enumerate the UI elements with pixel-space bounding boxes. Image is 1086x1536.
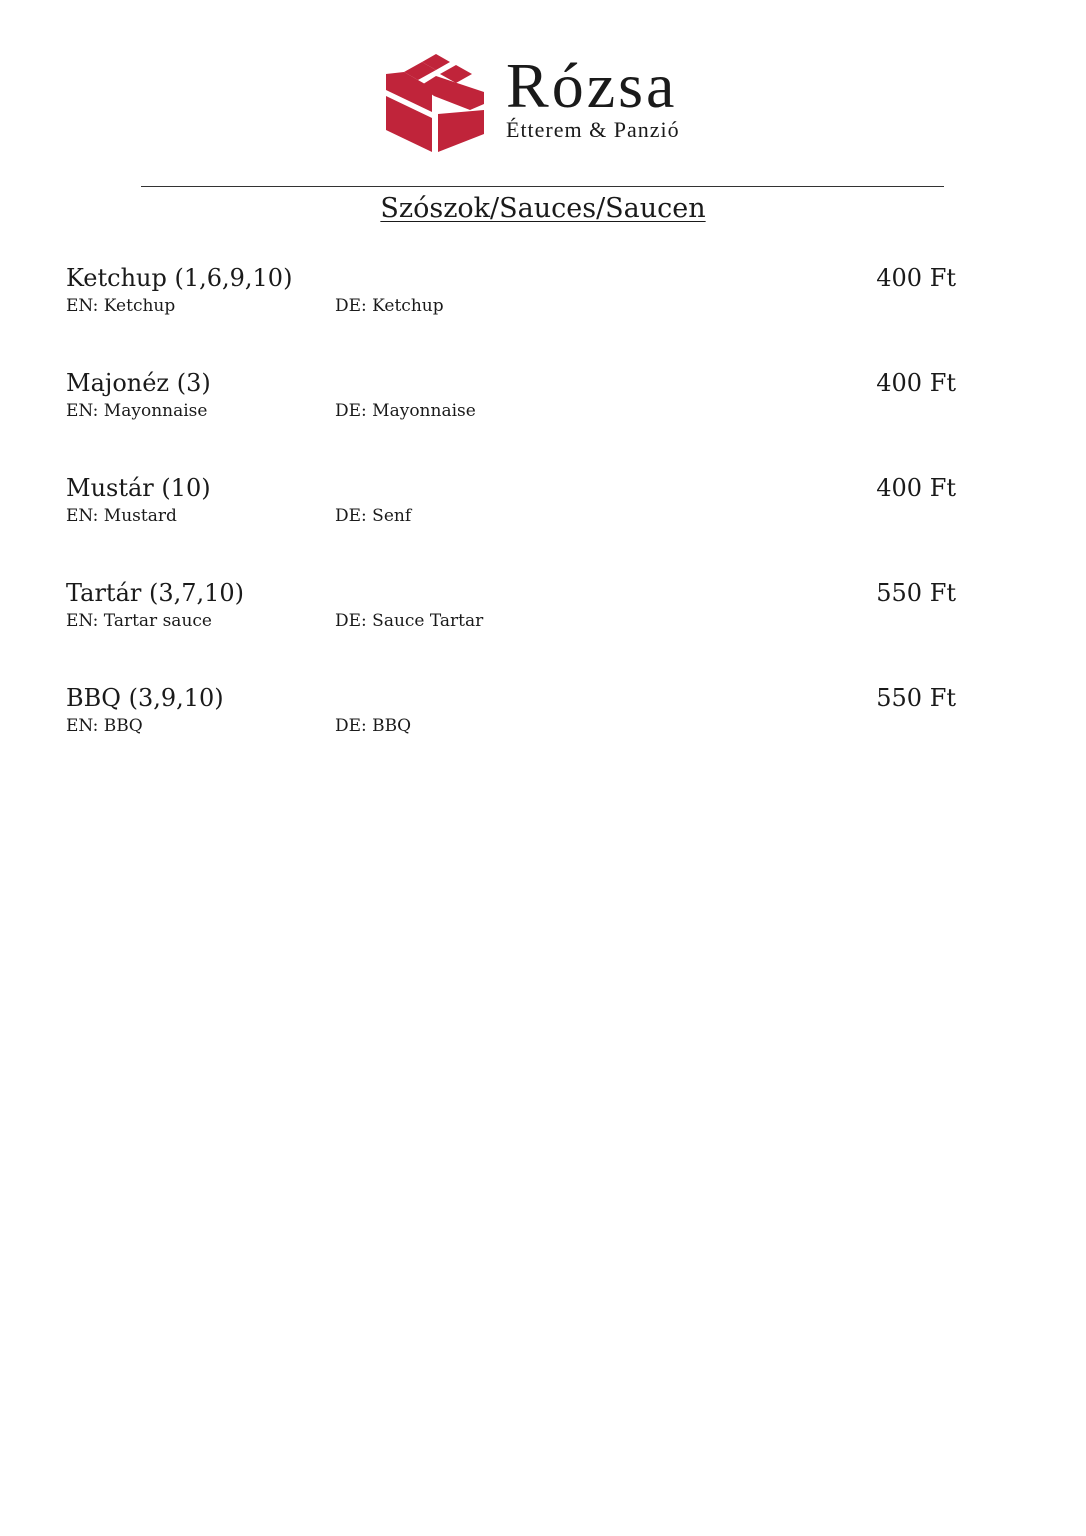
item-english-name: EN: Ketchup	[66, 296, 176, 316]
menu-item-list	[66, 262, 956, 787]
section-title-text: Szószok/Sauces/Saucen	[380, 193, 706, 224]
item-english-name: EN: Tartar sauce	[66, 611, 212, 631]
item-english-name: EN: Mustard	[66, 506, 177, 526]
item-price: 400 Ft	[876, 474, 956, 502]
item-english-name: EN: Mayonnaise	[66, 401, 208, 421]
brand-name: Rózsa	[506, 50, 678, 121]
menu-item	[66, 577, 956, 682]
menu-item	[66, 472, 956, 577]
item-german-name: DE: Senf	[335, 506, 412, 526]
menu-item	[66, 367, 956, 472]
brand-subtitle: Étterem & Panzió	[506, 117, 680, 142]
item-german-name: DE: Mayonnaise	[335, 401, 476, 421]
item-german-name: DE: Sauce Tartar	[335, 611, 484, 631]
item-german-name: DE: Ketchup	[335, 296, 444, 316]
section-title	[0, 190, 1086, 228]
item-name: Ketchup (1,6,9,10)	[66, 264, 293, 292]
menu-item	[66, 682, 956, 787]
item-price: 400 Ft	[876, 369, 956, 397]
item-price: 550 Ft	[876, 684, 956, 712]
item-name: Mustár (10)	[66, 474, 211, 502]
item-name: BBQ (3,9,10)	[66, 684, 224, 712]
item-price: 550 Ft	[876, 579, 956, 607]
item-english-name: EN: BBQ	[66, 716, 143, 736]
menu-item	[66, 262, 956, 367]
header-divider	[141, 186, 944, 187]
item-german-name: DE: BBQ	[335, 716, 412, 736]
item-name: Tartár (3,7,10)	[66, 579, 245, 607]
item-name: Majonéz (3)	[66, 369, 211, 397]
restaurant-logo	[384, 52, 714, 156]
item-price: 400 Ft	[876, 264, 956, 292]
rose-logo-icon	[384, 52, 486, 152]
